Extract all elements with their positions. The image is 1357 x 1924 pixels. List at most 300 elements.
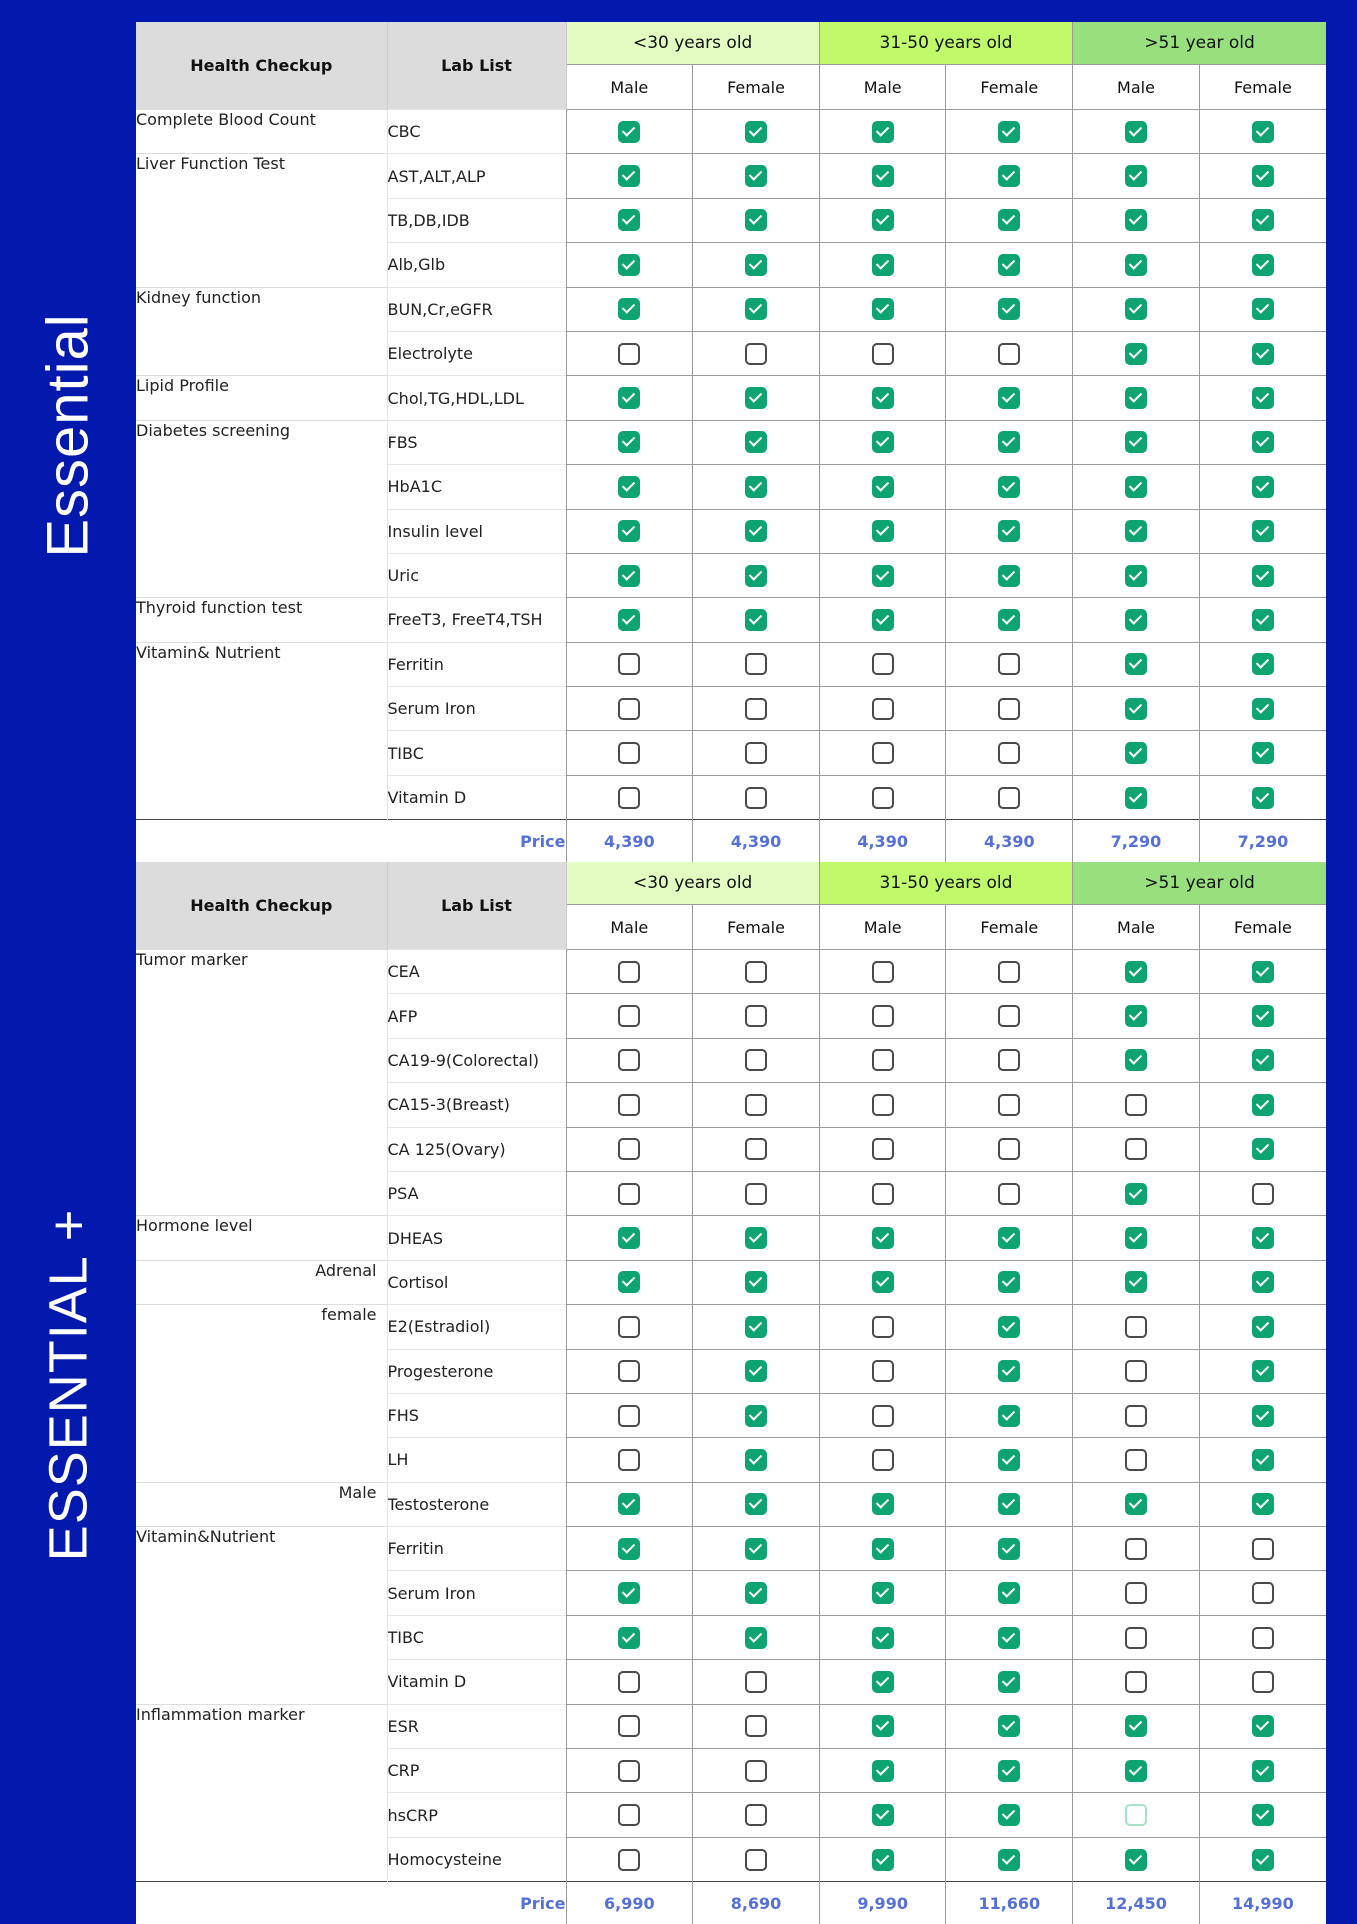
unchecked-box-icon (745, 1094, 767, 1116)
check-cell (693, 331, 820, 375)
check-cell (693, 110, 820, 154)
category-cell: Inflammation marker (136, 1704, 387, 1748)
check-cell (1199, 465, 1326, 509)
lab-cell: Insulin level (387, 509, 566, 553)
checked-box-icon (1252, 1138, 1274, 1160)
sex-header: Male (566, 65, 693, 110)
price-value: 9,990 (819, 1882, 946, 1924)
check-cell (566, 1837, 693, 1881)
unchecked-box-icon (998, 698, 1020, 720)
price-value: 8,690 (693, 1882, 820, 1924)
checked-box-icon (872, 298, 894, 320)
check-cell (1199, 331, 1326, 375)
check-cell (566, 287, 693, 331)
checked-box-icon (1125, 254, 1147, 276)
checked-box-icon (1125, 1005, 1147, 1027)
checked-box-icon (1252, 742, 1274, 764)
check-cell (1073, 331, 1200, 375)
age-group-header: 31-50 years old (819, 862, 1072, 905)
sex-header: Female (946, 905, 1073, 950)
check-cell (819, 1127, 946, 1171)
essential-table (136, 22, 1326, 862)
checked-box-icon (1125, 209, 1147, 231)
unchecked-box-icon (1252, 1183, 1274, 1205)
checked-box-icon (872, 387, 894, 409)
check-cell (1073, 509, 1200, 553)
category-cell (136, 1660, 387, 1704)
check-cell (819, 376, 946, 420)
health-checkup-header: Health Checkup (136, 862, 387, 950)
checked-box-icon (1252, 476, 1274, 498)
category-cell: Hormone level (136, 1216, 387, 1260)
check-cell (1199, 376, 1326, 420)
checked-box-icon (745, 1449, 767, 1471)
unchecked-box-icon (872, 1316, 894, 1338)
category-cell (136, 331, 387, 375)
check-cell (1073, 1704, 1200, 1748)
check-cell (566, 1127, 693, 1171)
check-cell (566, 509, 693, 553)
unchecked-box-icon (998, 1005, 1020, 1027)
check-cell (946, 1438, 1073, 1482)
unchecked-box-icon (618, 1005, 640, 1027)
checked-box-icon (745, 165, 767, 187)
category-cell (136, 1171, 387, 1215)
table-row (136, 553, 1326, 597)
check-cell (946, 994, 1073, 1038)
unchecked-box-icon (872, 787, 894, 809)
unchecked-box-icon (1125, 1538, 1147, 1560)
check-cell (566, 1660, 693, 1704)
price-row (136, 820, 1326, 863)
table-row (136, 598, 1326, 642)
checked-box-icon (998, 476, 1020, 498)
unchecked-box-icon (618, 1316, 640, 1338)
check-cell (946, 420, 1073, 464)
check-cell (1199, 1793, 1326, 1837)
price-label: Price (136, 1882, 566, 1924)
check-cell (946, 642, 1073, 686)
check-cell (693, 1216, 820, 1260)
table-row (136, 110, 1326, 154)
unchecked-box-icon (618, 1405, 640, 1427)
check-cell (566, 1793, 693, 1837)
category-cell (136, 1127, 387, 1171)
table-row (136, 420, 1326, 464)
unchecked-box-icon (618, 1715, 640, 1737)
table-row (136, 287, 1326, 331)
checked-box-icon (1125, 1049, 1147, 1071)
check-cell (1199, 1571, 1326, 1615)
checked-box-icon (1252, 1493, 1274, 1515)
checked-box-icon (1252, 1849, 1274, 1871)
lab-cell: DHEAS (387, 1216, 566, 1260)
check-cell (1073, 775, 1200, 819)
category-cell (136, 198, 387, 242)
unchecked-box-icon (745, 653, 767, 675)
check-cell (819, 420, 946, 464)
age-group-header: <30 years old (566, 22, 819, 65)
unchecked-box-icon (618, 1849, 640, 1871)
category-cell: female (136, 1305, 387, 1349)
sex-header: Male (819, 905, 946, 950)
check-cell (1073, 731, 1200, 775)
check-cell (819, 1615, 946, 1659)
lab-cell: FHS (387, 1393, 566, 1437)
check-cell (1199, 731, 1326, 775)
checked-box-icon (998, 165, 1020, 187)
check-cell (819, 1438, 946, 1482)
category-cell (136, 994, 387, 1038)
lab-list-header: Lab List (387, 862, 566, 950)
lab-cell: E2(Estradiol) (387, 1305, 566, 1349)
check-cell (1199, 687, 1326, 731)
checked-box-icon (1125, 520, 1147, 542)
check-cell (1199, 1349, 1326, 1393)
checked-box-icon (872, 565, 894, 587)
check-cell (946, 1482, 1073, 1526)
price-label: Price (136, 820, 566, 863)
check-cell (1073, 287, 1200, 331)
checked-box-icon (745, 1538, 767, 1560)
check-cell (819, 642, 946, 686)
table-row (136, 198, 1326, 242)
checked-box-icon (872, 1627, 894, 1649)
checked-box-icon (1252, 1760, 1274, 1782)
unchecked-box-icon (1125, 1449, 1147, 1471)
checked-box-icon (872, 1804, 894, 1826)
unchecked-box-icon (1125, 1671, 1147, 1693)
check-cell (1199, 198, 1326, 242)
check-cell (819, 1660, 946, 1704)
lab-cell: PSA (387, 1171, 566, 1215)
checked-box-icon (1125, 431, 1147, 453)
check-cell (693, 1482, 820, 1526)
check-cell (946, 950, 1073, 994)
checked-box-icon (872, 1849, 894, 1871)
check-cell (946, 287, 1073, 331)
check-cell (1073, 1393, 1200, 1437)
checked-box-icon (872, 1271, 894, 1293)
check-cell (693, 509, 820, 553)
category-cell (136, 1393, 387, 1437)
check-cell (1199, 1660, 1326, 1704)
category-cell (136, 553, 387, 597)
checked-box-icon (998, 1316, 1020, 1338)
check-cell (1199, 1393, 1326, 1437)
check-cell (566, 243, 693, 287)
unchecked-box-icon (1252, 1538, 1274, 1560)
checked-box-icon (872, 609, 894, 631)
table-row (136, 1615, 1326, 1659)
check-cell (946, 1393, 1073, 1437)
checked-box-icon (1125, 1493, 1147, 1515)
checked-box-icon (618, 298, 640, 320)
table-row (136, 509, 1326, 553)
unchecked-box-icon (745, 742, 767, 764)
check-cell (1199, 1127, 1326, 1171)
lab-cell: Alb,Glb (387, 243, 566, 287)
category-cell (136, 1038, 387, 1082)
check-cell (1073, 950, 1200, 994)
lab-cell: Vitamin D (387, 775, 566, 819)
check-cell (566, 642, 693, 686)
checked-box-icon (618, 520, 640, 542)
check-cell (1073, 1571, 1200, 1615)
check-cell (946, 198, 1073, 242)
checked-box-icon (745, 1227, 767, 1249)
check-cell (819, 1749, 946, 1793)
lab-cell: CRP (387, 1749, 566, 1793)
checked-box-icon (1252, 1360, 1274, 1382)
check-cell (819, 1349, 946, 1393)
check-cell (693, 598, 820, 642)
checked-box-icon (1252, 565, 1274, 587)
checked-box-icon (1125, 787, 1147, 809)
checked-box-icon (1252, 298, 1274, 320)
check-cell (1199, 1038, 1326, 1082)
category-cell (136, 1349, 387, 1393)
category-cell (136, 465, 387, 509)
check-cell (693, 198, 820, 242)
checked-box-icon (1252, 209, 1274, 231)
sex-header: Female (693, 905, 820, 950)
check-cell (946, 1171, 1073, 1215)
lab-cell: TIBC (387, 1615, 566, 1659)
lab-cell: CBC (387, 110, 566, 154)
table-row (136, 687, 1326, 731)
checked-box-icon (1252, 254, 1274, 276)
check-cell (693, 1127, 820, 1171)
check-cell (1073, 1305, 1200, 1349)
checked-box-icon (872, 1582, 894, 1604)
section-title-essential-plus-text: ESSENTIAL + (38, 1208, 99, 1562)
check-cell (819, 731, 946, 775)
checked-box-icon (998, 1760, 1020, 1782)
check-cell (946, 598, 1073, 642)
check-cell (819, 198, 946, 242)
check-cell (1199, 598, 1326, 642)
check-cell (1199, 287, 1326, 331)
check-cell (819, 950, 946, 994)
unchecked-box-icon (872, 1449, 894, 1471)
price-value: 12,450 (1073, 1882, 1200, 1924)
check-cell (1073, 642, 1200, 686)
checked-box-icon (998, 298, 1020, 320)
checked-box-icon (1252, 165, 1274, 187)
check-cell (1199, 1438, 1326, 1482)
checked-box-icon (618, 387, 640, 409)
check-cell (566, 1749, 693, 1793)
check-cell (566, 1171, 693, 1215)
table-row (136, 1704, 1326, 1748)
check-cell (566, 731, 693, 775)
unchecked-box-icon (745, 787, 767, 809)
check-cell (946, 687, 1073, 731)
category-cell: Lipid Profile (136, 376, 387, 420)
unchecked-box-icon (618, 1360, 640, 1382)
checked-box-icon (998, 1627, 1020, 1649)
check-cell (693, 642, 820, 686)
sex-header: Female (1199, 65, 1326, 110)
check-cell (693, 376, 820, 420)
checked-box-icon (998, 1360, 1020, 1382)
checked-box-icon (1125, 165, 1147, 187)
table-row (136, 1305, 1326, 1349)
unchecked-box-icon (1125, 1582, 1147, 1604)
check-cell (1199, 243, 1326, 287)
lab-cell: Testosterone (387, 1482, 566, 1526)
unchecked-box-icon (745, 1005, 767, 1027)
check-cell (1073, 1038, 1200, 1082)
sex-header: Male (1073, 905, 1200, 950)
unchecked-box-icon (1125, 1316, 1147, 1338)
check-cell (1073, 376, 1200, 420)
unchecked-box-icon (872, 1138, 894, 1160)
sex-header: Female (946, 65, 1073, 110)
checked-box-icon (1252, 1049, 1274, 1071)
checked-box-icon (745, 1271, 767, 1293)
check-cell (1073, 243, 1200, 287)
check-cell (693, 775, 820, 819)
checked-box-icon (618, 209, 640, 231)
unchecked-box-icon (618, 1183, 640, 1205)
check-cell (693, 1393, 820, 1437)
checked-box-icon (872, 1538, 894, 1560)
table-row (136, 994, 1326, 1038)
category-cell: Male (136, 1482, 387, 1526)
lab-cell: CA15-3(Breast) (387, 1083, 566, 1127)
check-cell (1199, 994, 1326, 1038)
unchecked-box-icon (745, 1849, 767, 1871)
check-cell (1199, 1527, 1326, 1571)
check-cell (566, 331, 693, 375)
unchecked-box-icon (745, 343, 767, 365)
check-cell (819, 1527, 946, 1571)
check-cell (693, 1083, 820, 1127)
check-cell (566, 553, 693, 597)
category-cell: Liver Function Test (136, 154, 387, 198)
unchecked-box-icon (618, 1760, 640, 1782)
check-cell (693, 687, 820, 731)
checked-box-icon (872, 254, 894, 276)
lab-cell: Homocysteine (387, 1837, 566, 1881)
checked-box-icon (872, 1760, 894, 1782)
lab-cell: Electrolyte (387, 331, 566, 375)
checked-box-icon (745, 476, 767, 498)
category-cell: Adrenal (136, 1260, 387, 1304)
check-cell (1073, 1171, 1200, 1215)
check-cell (946, 331, 1073, 375)
check-cell (946, 1083, 1073, 1127)
check-cell (946, 1127, 1073, 1171)
section-title-essential (0, 22, 136, 848)
sex-header: Female (1199, 905, 1326, 950)
check-cell (693, 287, 820, 331)
check-cell (693, 1749, 820, 1793)
unchecked-box-icon (618, 1138, 640, 1160)
unchecked-box-icon (745, 1671, 767, 1693)
checked-box-icon (1252, 609, 1274, 631)
checked-box-icon (998, 609, 1020, 631)
checked-box-icon (618, 1538, 640, 1560)
check-cell (1073, 198, 1200, 242)
check-cell (1199, 1837, 1326, 1881)
essential-plus-table (136, 862, 1326, 1924)
checked-box-icon (618, 1493, 640, 1515)
check-cell (946, 1793, 1073, 1837)
check-cell (819, 598, 946, 642)
checked-box-icon (872, 121, 894, 143)
checked-box-icon (1252, 698, 1274, 720)
lab-list-header: Lab List (387, 22, 566, 110)
check-cell (819, 465, 946, 509)
checked-box-icon (998, 1538, 1020, 1560)
check-cell (1073, 1793, 1200, 1837)
check-cell (1073, 687, 1200, 731)
unchecked-box-icon (998, 787, 1020, 809)
check-cell (946, 1837, 1073, 1881)
table-row (136, 243, 1326, 287)
age-header-row (136, 22, 1326, 65)
check-cell (693, 1704, 820, 1748)
checked-box-icon (1125, 742, 1147, 764)
checked-box-icon (1252, 1094, 1274, 1116)
checked-box-icon (872, 431, 894, 453)
unchecked-box-icon (998, 343, 1020, 365)
check-cell (1073, 465, 1200, 509)
check-cell (1073, 1349, 1200, 1393)
check-cell (1199, 154, 1326, 198)
checked-box-icon (745, 298, 767, 320)
check-cell (693, 1260, 820, 1304)
check-cell (1073, 110, 1200, 154)
checked-box-icon (1125, 1183, 1147, 1205)
checked-box-icon (998, 1227, 1020, 1249)
lab-cell: Ferritin (387, 642, 566, 686)
checked-box-icon (872, 1715, 894, 1737)
checked-box-icon (745, 1493, 767, 1515)
checked-box-icon (998, 209, 1020, 231)
check-cell (566, 1393, 693, 1437)
checked-box-icon (745, 565, 767, 587)
checked-box-icon (1125, 1760, 1147, 1782)
checked-box-icon (745, 387, 767, 409)
unchecked-box-icon (998, 742, 1020, 764)
check-cell (566, 950, 693, 994)
check-cell (1073, 553, 1200, 597)
checked-box-icon (1252, 343, 1274, 365)
check-cell (946, 509, 1073, 553)
checked-box-icon (745, 121, 767, 143)
check-cell (819, 110, 946, 154)
check-cell (566, 465, 693, 509)
checked-box-icon (1252, 520, 1274, 542)
check-cell (693, 154, 820, 198)
price-value: 14,990 (1199, 1882, 1326, 1924)
checked-box-icon (745, 520, 767, 542)
checked-box-icon (1125, 476, 1147, 498)
checked-box-icon (998, 121, 1020, 143)
checked-box-icon (1125, 387, 1147, 409)
check-cell (1199, 775, 1326, 819)
age-group-header: >51 year old (1073, 22, 1326, 65)
check-cell (946, 553, 1073, 597)
check-cell (1199, 1260, 1326, 1304)
check-cell (693, 1171, 820, 1215)
checked-box-icon (1252, 1005, 1274, 1027)
checked-box-icon (1252, 787, 1274, 809)
